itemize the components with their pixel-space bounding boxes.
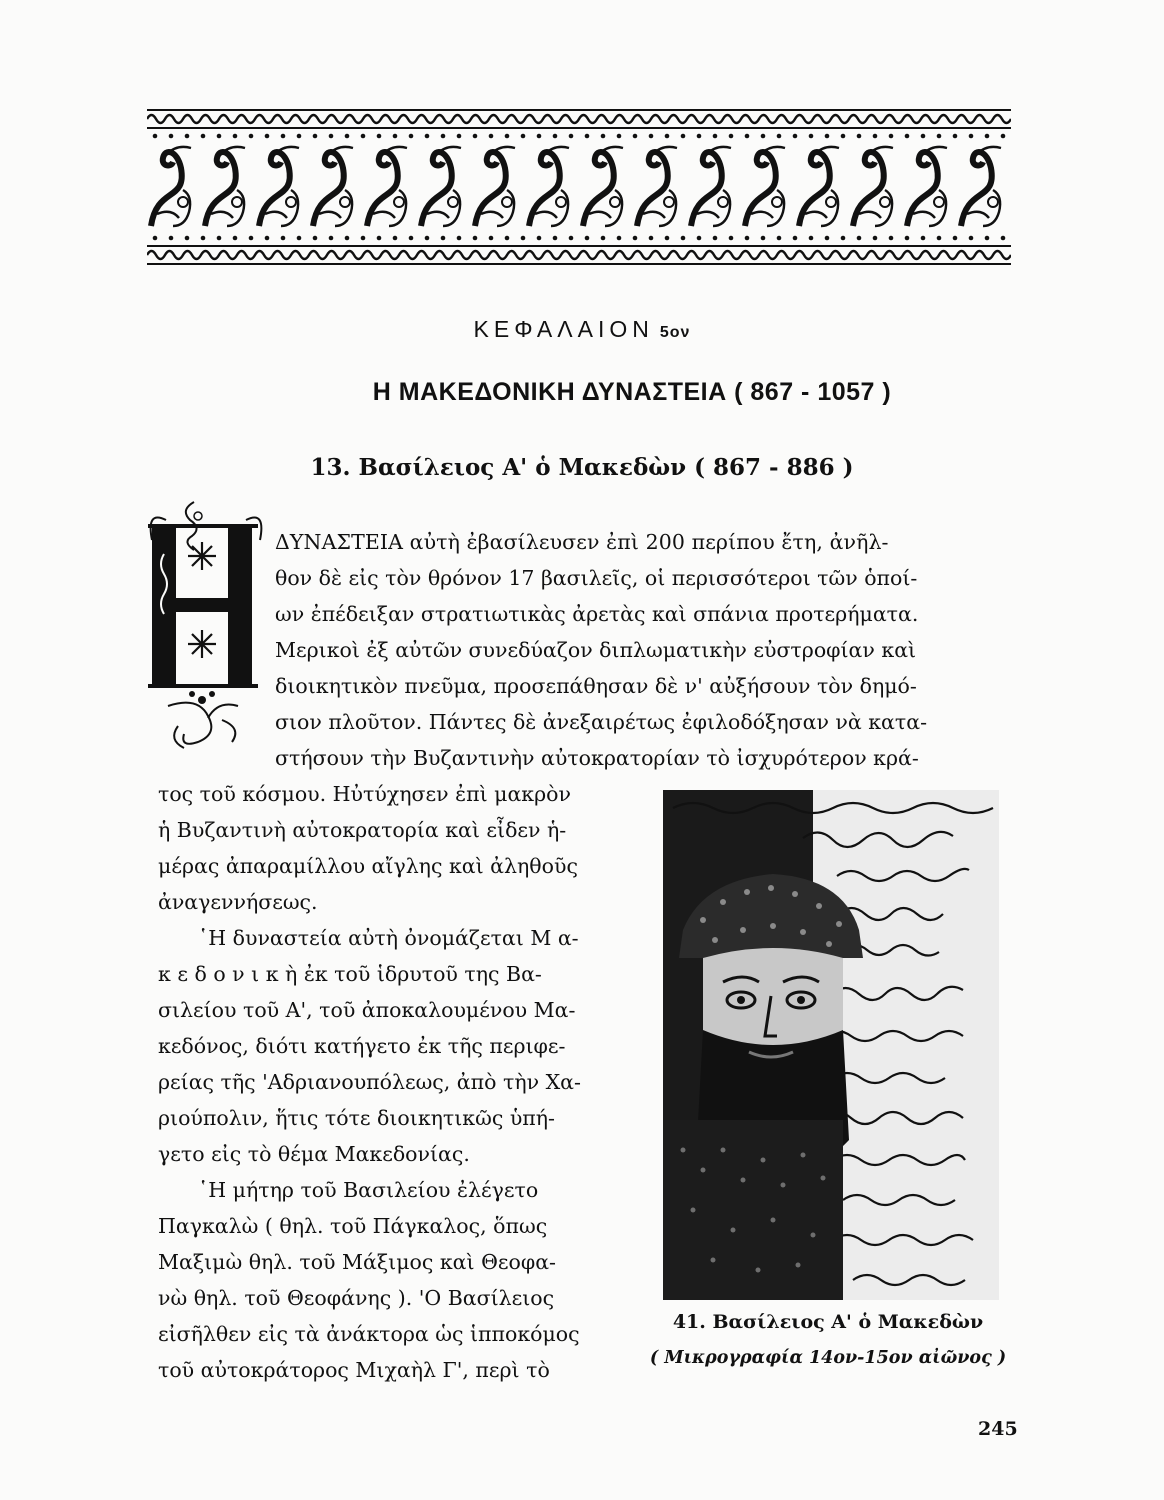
ornamental-drop-cap xyxy=(148,494,270,756)
chapter-heading xyxy=(0,316,1164,343)
body-line: νὼ θηλ. τοῦ Θεοφάνης ). 'Ο Βασίλειος xyxy=(158,1286,555,1310)
page-number: 245 xyxy=(978,1418,1018,1440)
body-line: ῾Η μήτηρ τοῦ Βασιλείου ἐλέγετο xyxy=(198,1178,539,1202)
figure-caption-subtitle: ( Μικρογραφία 14ον-15ον αἰῶνος ) xyxy=(649,1348,1007,1368)
body-line: ριούπολιν, ἥτις τότε διοικητικῶς ὑπή- xyxy=(158,1106,555,1130)
body-line: θον δὲ εἰς τὸν θρόνον 17 βασιλεῖς, οἱ περισσότεροι τῶν ὁποί- xyxy=(275,566,918,590)
figure-caption-title: 41. Βασίλειος Α' ὁ Μακεδὼν xyxy=(672,1311,984,1333)
body-line: εἰσῆλθεν εἰς τὰ ἀνάκτορα ὡς ἱπποκόμος xyxy=(158,1322,580,1346)
body-line: ΔΥΝΑΣΤΕΙΑ αὐτὴ ἐβασίλευσεν ἐπὶ 200 περίπου ἔτη, ἀνῆλ- xyxy=(275,530,889,554)
miniature-portrait-image xyxy=(663,790,999,1300)
body-line: ἀναγεννήσεως. xyxy=(158,890,318,914)
body-line: διοικητικὸν πνεῦμα, προσεπάθησαν δὲ ν' αὐξήσουν τὸν δημό- xyxy=(275,674,917,698)
chapter-title: Η ΜΑΚΕΔΟΝΙΚΗ ΔΥΝΑΣΤΕΙΑ ( 867 - 1057 ) xyxy=(372,378,892,406)
drop-cap-letter: Η xyxy=(201,679,203,680)
body-line: ων ἐπέδειξαν στρατιωτικὰς ἀρετὰς καὶ σπάνια προτερήματα. xyxy=(275,602,919,626)
body-line: γετο εἰς τὸ θέμα Μακεδονίας. xyxy=(158,1142,470,1166)
body-line: ρείας τῆς 'Αδριανουπόλεως, ἀπὸ τὴν Χα- xyxy=(158,1070,581,1094)
chapter-label: ΚΕΦΑΛΑΙΟΝ xyxy=(473,316,654,342)
chapter-number: 5ον xyxy=(659,324,691,341)
body-line: ἡ Βυζαντινὴ αὐτοκρατορία καὶ εἶδεν ἡ- xyxy=(158,818,567,842)
body-line: σιλείου τοῦ Α', τοῦ ἀποκαλουμένου Μα- xyxy=(158,998,576,1022)
section-title: 13. Βασίλειος Α' ὁ Μακεδὼν ( 867 - 886 ) xyxy=(310,454,854,481)
ornamental-header-band xyxy=(147,106,1011,268)
body-line: μέρας ἀπαραμίλλου αἴγλης καὶ ἀληθοῦς xyxy=(158,854,578,878)
body-line: Μερικοὶ ἐξ αὐτῶν συνεδύαζον διπλωματικὴν εὐστροφίαν καὶ xyxy=(275,638,917,662)
body-line: Παγκαλὼ ( θηλ. τοῦ Πάγκαλος, ὅπως xyxy=(158,1214,548,1238)
body-line: τος τοῦ κόσμου. Ηὐτύχησεν ἐπὶ μακρὸν xyxy=(158,782,571,806)
body-line: τοῦ αὐτοκράτορος Μιχαὴλ Γ', περὶ τὸ xyxy=(158,1358,550,1382)
body-line: στήσουν τὴν Βυζαντινὴν αὐτοκρατορίαν τὸ ἰσχυρότερον κρά- xyxy=(275,746,919,770)
body-line: κεδόνος, διότι κατήγετο ἐκ τῆς περιφε- xyxy=(158,1034,566,1058)
body-line: Μαξιμὼ θηλ. τοῦ Μάξιμος καὶ Θεοφα- xyxy=(158,1250,556,1274)
body-line: κ ε δ ο ν ι κ ὴ ἐκ τοῦ ἱδρυτοῦ της Βα- xyxy=(158,962,542,986)
body-line: σιον πλοῦτον. Πάντες δὲ ἀνεξαιρέτως ἐφιλοδόξησαν νὰ κατα- xyxy=(275,710,928,734)
body-line: ῾Η δυναστεία αὐτὴ ὀνομάζεται Μ α- xyxy=(198,926,579,950)
